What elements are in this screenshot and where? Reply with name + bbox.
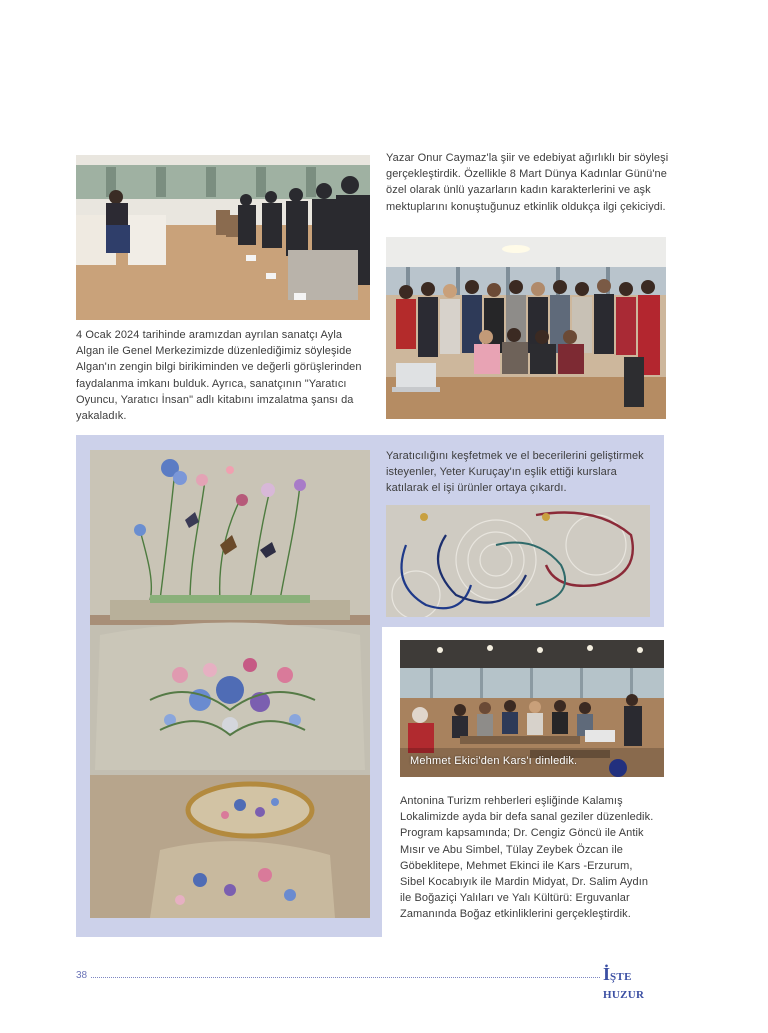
photo-caption: Mehmet Ekici'den Kars'ı dinledik. (410, 755, 578, 767)
footer-dotted-line (91, 977, 600, 978)
brand-logo (603, 964, 673, 1001)
photo-embroidered-pillows (90, 450, 370, 918)
brand-logo-mark: İ (603, 964, 611, 984)
antonina-paragraph: Antonina Turizm rehberleri eşliğinde Kalamış Lokalimizde ayda bir defa sanal geziler düzenledik. Program kapsamında; Dr. Cengiz Göncü ile Antik Mısır ve Abu Simbel, Tülay Zeybek Özcan ile Göbeklitepe, Mehmet Ekinci ile Kars -Erzurum, Sibel Kocabıyık ile Mardin Midyat, Dr. Salim Aydın ile Boğaziçi Yalıları ve Yalı Kültürü: Erguvanlar Zamanında Boğaz etkinliklerini gerçekleştirdik. (400, 795, 654, 921)
page-number: 38 (76, 970, 88, 981)
yeter-kurucay-paragraph: Yaratıcılığını keşfetmek ve el becerilerini geliştirmek isteyenler, Yeter Kuruçay'ın eşlik ettiği kurslara katılarak el işi ürünler ortaya çıkardı. (386, 450, 644, 495)
onur-caymaz-paragraph: Yazar Onur Caymaz'la şiir ve edebiyat ağırlıklı bir söyleşi gerçekleştirdik. Özellikle 8 Mart Dünya Kadınlar Günü'ne özel olarak ünlü yazarların kadın karakterlerini ve aşk mektuplarını konuştuğunuz etkinlik oldukça ilgi çekiciydi. (386, 152, 669, 213)
photo-beaded-necklaces (386, 505, 650, 617)
photo-ayla-algan-talk (76, 155, 370, 320)
brand-logo-text: ŞTE HUZUR (603, 971, 645, 1001)
ayla-algan-paragraph: 4 Ocak 2024 tarihinde aramızdan ayrılan sanatçı Ayla Algan ile Genel Merkezimizde düzenlediğimiz söyleşide Algan'ın zengin bilgi birikiminden ve değerli görüşlerinden faydalanma imkanı bulduk. Ayrıca, sanatçının "Yaratıcı Oyuncu, Yaratıcı İnsan" adlı kitabını imzalatma şansı da yakaladık. (76, 329, 362, 423)
photo-group (386, 237, 666, 419)
